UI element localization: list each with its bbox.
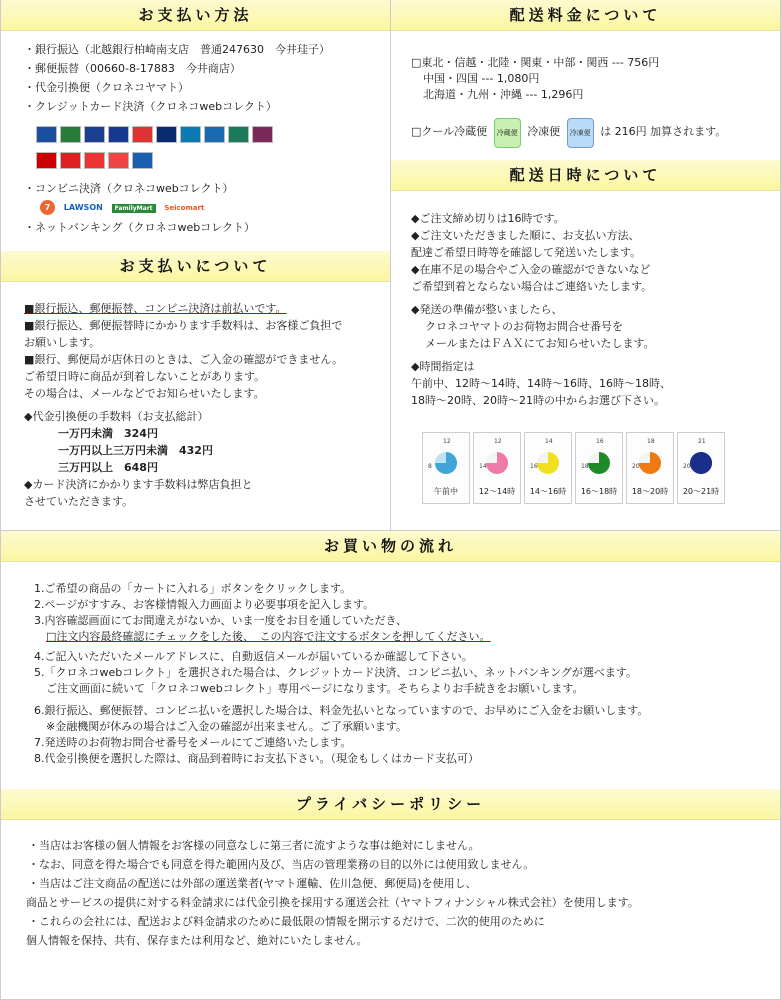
card-brand-icon	[36, 126, 57, 143]
shopping-flow-header: お買い物の流れ	[1, 531, 780, 562]
time-slot-card	[677, 432, 725, 504]
seicomart-logo: Seicomart	[164, 204, 205, 212]
text-line: 三万円以上 648円	[58, 461, 158, 474]
clock-number: 18	[581, 463, 589, 470]
text-line: 8.代金引換便を選択した際は、商品到着時にお支払下さい。（現金もしくはカード支払可）	[34, 752, 479, 765]
text-line: 3.内容確認画面にてお間違えがないか、いま一度をお目を通していただき、	[34, 614, 408, 627]
net-banking-item: ・ネットバンキング（クロネコwebコレクト）	[24, 221, 255, 234]
card-brand-icon	[132, 152, 153, 169]
time-slot-card	[626, 432, 674, 504]
text-line: ◆在庫不足の場合やご入金の確認ができないなど	[411, 263, 651, 276]
text-line: ※金融機関が休みの場合はご入金の確認が出来ません。ご了承願います。	[46, 720, 407, 733]
time-slot-label: 14～16時	[529, 487, 567, 496]
text-line: ・これらの会社には、配送および料金請求のために最低限の情報を開示するだけで、二次的使用のために	[28, 915, 545, 928]
text-line: ◆カード決済にかかります手数料は弊店負担と	[24, 478, 253, 491]
card-brand-icon	[60, 152, 81, 169]
clock-number: 16	[596, 438, 604, 445]
text-line: 一万円以上三万円未満 432円	[58, 444, 213, 457]
text-line: ◆ご注文締め切りは16時です。	[411, 212, 565, 225]
card-brand-icon	[84, 126, 105, 143]
privacy-policy-header: プライバシーポリシー	[1, 789, 780, 820]
text-line: ・当店はお客様の個人情報をお客様の同意なしに第三者に流すような事は絶対にしません。	[28, 839, 480, 852]
text-line: □注文内容最終確認にチェックをした後、 この内容で注文するボタンを押してください。	[46, 630, 491, 643]
clock-number: 12	[443, 438, 451, 445]
text-line: ◆発送の準備が整いましたら、	[411, 303, 563, 316]
text-line: ご希望日時に商品が到着しないことがあります。	[24, 370, 266, 383]
text-line: ◆代金引換便の手数料（お支払総計）	[24, 410, 209, 423]
card-brand-icon	[180, 126, 201, 143]
payment-info-text	[24, 300, 343, 510]
clock-number: 8	[428, 463, 432, 470]
text-line: 一万円未満 324円	[58, 427, 158, 440]
text-line: 午前中、12時～14時、14時～16時、16時～18時、	[411, 377, 671, 390]
time-slot-label: 16～18時	[580, 487, 618, 496]
text-line: ■銀行振込、郵便振替、コンビニ決済は前払いです。	[24, 302, 287, 315]
card-brand-icon	[108, 126, 129, 143]
text-line: 配達ご希望日時等を確認して発送いたします。	[411, 246, 642, 259]
card-brand-icon	[132, 126, 153, 143]
time-slot-label: 18～20時	[631, 487, 669, 496]
delivery-time-header: 配送日時について	[391, 160, 780, 191]
text-line: お願いします。	[24, 336, 101, 349]
time-slot-label: 12～14時	[478, 487, 516, 496]
card-brand-icon	[228, 126, 249, 143]
credit-card-logos-row2	[36, 150, 296, 169]
card-brand-icon	[156, 126, 177, 143]
familymart-logo: FamilyMart	[112, 204, 156, 213]
clock-number: 12	[494, 438, 502, 445]
text-line: 個人情報を保持、共有、保存または利用など、絶対にいたしません。	[26, 934, 368, 947]
convenience-store-logos	[40, 200, 204, 215]
payment-method-item: ・クレジットカード決済（クロネコwebコレクト）	[24, 100, 277, 113]
payment-method-item: ・銀行振込（北越銀行柏崎南支店 普通247630 今井珪子）	[24, 43, 330, 56]
text-line: 商品とサービスの提供に対する料金請求には代金引換を採用する運送会社（ヤマトフィナンシャル株式会社）を使用します。	[26, 896, 639, 909]
text-line: させていただきます。	[24, 495, 134, 508]
text-line: ■銀行振込、郵便振替時にかかります手数料は、お客様ご負担で	[24, 319, 343, 332]
text-line: クロネコヤマトのお荷物お問合せ番号を	[425, 320, 623, 333]
text-line: ◆時間指定は	[411, 360, 475, 373]
text-line: 6.銀行振込、郵便振替、コンビニ払いを選択した場合は、料金先払いとなっていますので、お早めにご入金をお願いします。	[34, 704, 649, 717]
card-brand-icon	[36, 152, 57, 169]
text-line: メールまたはＦＡＸにてお知らせいたします。	[425, 337, 655, 350]
delivery-time-text	[411, 210, 671, 409]
payment-methods-header: お支払い方法	[1, 0, 390, 31]
text-line: ・当店はご注文商品の配送には外部の運送業者(ヤマト運輸、佐川急便、郵便局)を使用し、	[28, 877, 477, 890]
convenience-store-item: ・コンビニ決済（クロネコwebコレクト）	[24, 182, 234, 195]
text-line: 1.ご希望の商品の「カートに入れる」ボタンをクリックします。	[34, 582, 352, 595]
time-slot-card	[575, 432, 623, 504]
time-slot-card	[524, 432, 572, 504]
payment-methods-list	[24, 42, 330, 115]
payment-method-item: ・郵便振替（00660-8-17883 今井商店）	[24, 62, 241, 75]
card-brand-icon	[204, 126, 225, 143]
cool-refrigerated-label: □クール冷蔵便	[411, 125, 488, 138]
shipping-fee-list	[411, 55, 659, 103]
text-line: 2.ページがすすみ、お客様情報入力画面より必要事項を記入します。	[34, 598, 375, 611]
privacy-policy-text	[28, 836, 639, 950]
text-line: 18時～20時、20時～21時の中からお選び下さい。	[411, 394, 665, 407]
clock-number: 14	[479, 463, 487, 470]
clock-number: 16	[530, 463, 538, 470]
clock-number: 21	[698, 438, 706, 445]
card-brand-icon	[108, 152, 129, 169]
frozen-label: 冷凍便	[527, 125, 561, 138]
text-line: ご希望到着とならない場合はご連絡いたします。	[411, 280, 653, 293]
cool-delivery-line	[411, 118, 726, 148]
time-slot-card	[422, 432, 470, 504]
lawson-logo: LAWSON	[63, 203, 103, 212]
time-slot-chart	[422, 432, 722, 504]
fee-line: 中国・四国 --- 1,080円	[423, 72, 540, 85]
clock-number: 20	[683, 463, 691, 470]
time-slot-label: 午前中	[434, 487, 458, 496]
payment-info-header: お支払いについて	[1, 251, 390, 282]
clock-number: 18	[647, 438, 655, 445]
text-line: ◆ご注文いただきました順に、お支払い方法、	[411, 229, 640, 242]
text-line: その場合は、メールなどでお知らせいたします。	[24, 387, 265, 400]
credit-card-logos	[36, 124, 296, 143]
fee-line: □東北・信越・北陸・関東・中部・関西 --- 756円	[411, 56, 660, 69]
text-line: 5.「クロネコwebコレクト」を選択された場合は、クレジットカード決済、コンビニ払い、ネットバンキングが選べます。	[34, 666, 637, 679]
card-brand-icon	[84, 152, 105, 169]
shopping-flow-text	[34, 581, 648, 767]
text-line: 4.ご記入いただいたメールアドレスに、自動返信メールが届いているか確認して下さい。	[34, 650, 473, 663]
seven-eleven-logo: 7	[40, 200, 55, 215]
refrigerated-badge: 冷蔵便	[494, 118, 521, 148]
frozen-badge: 冷凍便	[567, 118, 594, 148]
text-line: ご注文画面に続いて「クロネコwebコレクト」専用ページになります。そちらよりお手続きをお願いします。	[46, 682, 584, 695]
payment-method-item: ・代金引換便（クロネコヤマト）	[24, 81, 189, 94]
clock-number: 14	[545, 438, 553, 445]
clock-number: 20	[632, 463, 640, 470]
text-line: ■銀行、郵便局が店休日のときは、ご入金の確認ができません。	[24, 353, 344, 366]
cool-surcharge: は 216円 加算されます。	[600, 125, 727, 138]
fee-line: 北海道・九州・沖縄 --- 1,296円	[423, 88, 584, 101]
time-slot-card	[473, 432, 521, 504]
time-slot-label: 20～21時	[682, 487, 720, 496]
card-brand-icon	[60, 126, 81, 143]
card-brand-icon	[252, 126, 273, 143]
text-line: 7.発送時のお荷物お問合せ番号をメールにてご連絡いたします。	[34, 736, 352, 749]
shipping-fee-header: 配送料金について	[391, 0, 780, 31]
text-line: ・なお、同意を得た場合でも同意を得た範囲内及び、当店の管理業務の目的以外には使用致しません。	[28, 858, 535, 871]
